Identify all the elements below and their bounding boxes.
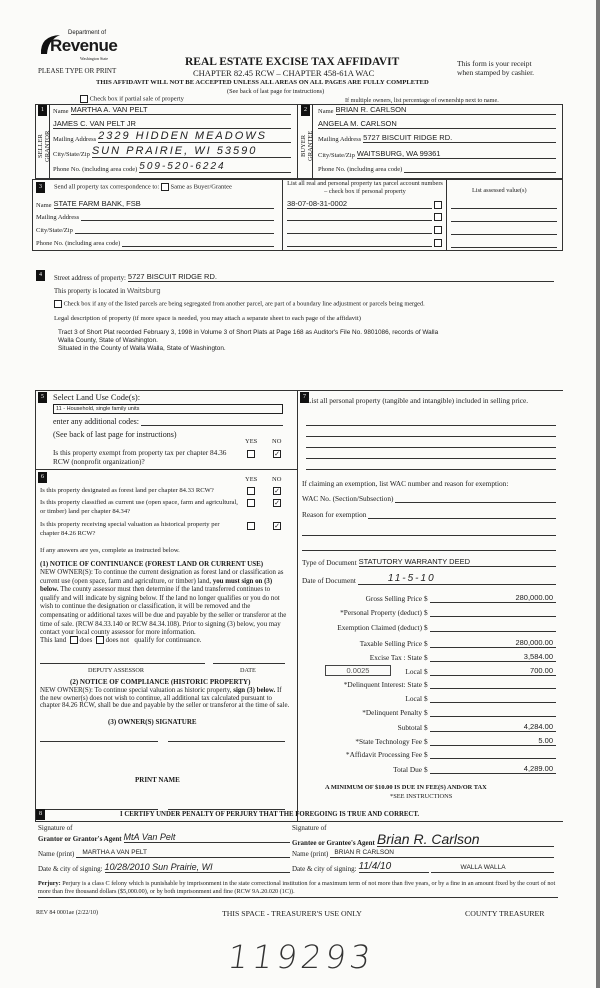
currency-sign: $ (424, 737, 428, 746)
current-use-yes-checkbox[interactable] (247, 499, 255, 507)
receipt-note: This form is your receipt (457, 59, 532, 68)
amount-value[interactable]: 4,284.00 (430, 722, 556, 732)
treasurer-use: THIS SPACE - TREASURER'S USE ONLY (222, 909, 362, 918)
amount-value[interactable] (430, 708, 556, 717)
grantee-signature[interactable]: Grantee or Grantee's Agent Brian R. Carlson (292, 832, 554, 847)
seller-name[interactable]: Name MARTHA A. VAN PELT (53, 105, 291, 115)
personal-property-line-5[interactable] (306, 460, 556, 470)
grantee-date-city[interactable]: Date & city of signing: 11/4/10 WALLA WALLA (292, 862, 554, 873)
assessed-value-2[interactable] (451, 212, 557, 222)
certify-text: I CERTIFY UNDER PENALTY OF PERJURY THAT THE FOREGOING IS TRUE AND CORRECT. (120, 811, 420, 818)
notice-continuance-text: NEW OWNER(S): To continue the current designation as forest land or classification as current use (open space, farm and agriculture, or timber) land, you must sign on (3) below. The county assessor must then determine if the land transferred continues to qualify and will indicate by signing below. If the land no longer qualifies or you do not wish to continue the designation or classification, it will be removed and the compensating or additional taxes will be due and payable by the seller or transferor at the time of sale. (RCW 84.33.140 or RCW 84.34.108). Prior to signing (3) below, you may contact your local county assessor for more information. (40, 569, 287, 637)
amount-row[interactable] (300, 680, 556, 689)
amount-row[interactable] (300, 623, 556, 632)
exempt-question: Is this property exempt from property tax per chapter 84.36 RCW (nonprofit organization)? (53, 448, 227, 466)
document-type[interactable]: Type of Document STATUTORY WARRANTY DEED (302, 557, 556, 567)
scan-edge (596, 0, 600, 988)
form-title: REAL ESTATE EXCISE TAX AFFIDAVIT (185, 56, 400, 68)
currency-sign: $ (424, 750, 428, 759)
dor-logo: Department of Revenue Washington State (38, 30, 118, 64)
does-not-checkbox[interactable] (96, 636, 104, 644)
notice-continuance-title: (1) NOTICE OF CONTINUANCE (FOREST LAND OR CURRENT USE) (40, 560, 264, 568)
receipt-note-2: when stamped by cashier. (457, 68, 535, 77)
buyer-city[interactable]: City/State/Zip WAITSBURG, WA 99361 (318, 149, 556, 159)
tax-corr-city[interactable]: City/State/Zip (36, 225, 274, 234)
grantor-print-name[interactable]: Name (print) MARTHA A VAN PELT (38, 848, 290, 858)
amount-value[interactable] (430, 680, 556, 689)
amount-row[interactable] (300, 608, 556, 617)
amount-value[interactable] (430, 608, 556, 617)
handwritten-number: 119293 (225, 938, 377, 976)
buyer-name-2[interactable]: ANGELA M. CARLSON (318, 119, 556, 129)
exemption-reason[interactable]: Reason for exemption (302, 510, 556, 519)
amount-row[interactable] (300, 708, 556, 717)
parcel-number-3[interactable] (287, 225, 442, 234)
personal-property-line-3[interactable] (306, 438, 556, 448)
form-revision: REV 84 0001ae (2/22/10) (36, 910, 99, 916)
land-use-label: Select Land Use Code(s): (53, 392, 141, 402)
amount-label: *Affidavit Processing Fee (345, 750, 422, 759)
does-checkbox[interactable] (70, 636, 78, 644)
seller-mailing[interactable]: Mailing Address 2329 HIDDEN MEADOWS (53, 131, 291, 143)
print-name-line-2[interactable] (168, 800, 285, 810)
notice-compliance-text: NEW OWNER(S): To continue special valuation as historic property, sign (3) below. If the new owner(s) does not wish to continue, all additional tax calculated pursuant to chapter 84.26 RCW, shall be due and payable by the seller or transferor at the time of sale. (40, 687, 290, 710)
amount-value[interactable]: 4,289.00 (430, 764, 556, 774)
minimum-note: A MINIMUM OF $10.00 IS DUE IN FEE(S) AND/OR TAX (325, 784, 487, 791)
amount-value[interactable] (430, 694, 556, 703)
amount-value[interactable] (430, 750, 556, 759)
buyer-label: BUYER GRANTEE (300, 130, 314, 162)
assessed-value-1[interactable] (451, 199, 557, 209)
seller-label: SELLER GRANTOR (37, 130, 51, 162)
same-as-buyer-checkbox[interactable]: Send all property tax correspondence to: Same as Buyer/Grantee (54, 183, 232, 191)
exempt-yes-checkbox[interactable] (247, 450, 255, 458)
assessed-value-4[interactable] (451, 238, 557, 248)
amount-value[interactable]: 5.00 (430, 736, 556, 746)
amount-label: *Delinquent Penalty (362, 708, 422, 717)
land-use-code-select[interactable]: 11 - Household, single family units (53, 404, 283, 414)
notice-compliance-title: (2) NOTICE OF COMPLIANCE (HISTORIC PROPERTY) (70, 678, 251, 686)
current-use-no-checkbox[interactable]: ✓ (274, 499, 280, 507)
amount-label: *Personal Property (deduct) (340, 608, 422, 617)
currency-sign: $ (424, 608, 428, 617)
amount-row[interactable] (300, 666, 556, 676)
currency-sign: $ (424, 653, 428, 662)
amount-row[interactable] (300, 652, 556, 662)
property-location: This property is located in Waitsburg (54, 286, 161, 295)
additional-codes[interactable]: enter any additional codes: (53, 417, 283, 426)
grantee-print-name[interactable]: Name (print) BRIAN R CARLSON (292, 848, 554, 858)
historic-no-checkbox[interactable]: ✓ (274, 522, 280, 530)
tax-corr-phone[interactable]: Phone No. (including area code) (36, 238, 274, 247)
segregated-checkbox[interactable]: Check box if any of the listed parcels are being segregated from another parcel, are part of a boundary line adjustment or parcels being merged. (54, 300, 425, 308)
currency-sign: $ (424, 667, 428, 676)
document-date[interactable]: Date of Document 11-5-10 (302, 574, 556, 585)
amount-label: *State Technology Fee (355, 737, 422, 746)
current-use-question: Is this property classified as current use (open space, farm and agricultural, or timber) land per chapter 84.34? (40, 499, 238, 515)
amount-row[interactable] (300, 694, 556, 703)
parcel-number-2[interactable] (287, 212, 442, 221)
warning-text: THIS AFFIDAVIT WILL NOT BE ACCEPTED UNLESS ALL AREAS ON ALL PAGES ARE FULLY COMPLETED (96, 79, 429, 86)
county-treasurer: COUNTY TREASURER (465, 909, 545, 918)
amount-row[interactable] (300, 593, 556, 603)
amount-label: Subtotal (397, 723, 422, 732)
parcel-number-1[interactable]: 38-07-08-31-0002 (287, 199, 442, 209)
amount-value[interactable] (430, 623, 556, 632)
amount-label: Excise Tax : State (369, 653, 422, 662)
grantor-signature[interactable]: Grantor or Grantor's Agent MtA Van Pelt (38, 832, 290, 843)
amount-label: Local (405, 667, 422, 676)
historic-question: Is this property receiving special valuation as historical property per chapter 84.26 RCW? (40, 521, 220, 537)
personal-property-line-1[interactable] (306, 416, 556, 426)
owner-signature-line[interactable] (40, 732, 158, 742)
see-back: (See back of last page for instructions) (227, 88, 325, 95)
amount-value[interactable]: 700.00 (430, 666, 556, 676)
tax-corr-name[interactable]: Name STATE FARM BANK, FSB (36, 199, 274, 209)
currency-sign: $ (424, 594, 428, 603)
personal-property-line-4[interactable] (306, 449, 556, 459)
perjury-notice: Perjury: Perjury is a class C felony which is punishable by imprisonment in the state correctional institution for a maximum term of not more than five years, or by a fine in an amount fixed by the court of not more than five thousand dollars ($5,000.00), or by both imprisonment and fine (RCW 9A.20.020 (1C)). (38, 880, 558, 898)
buyer-mailing[interactable]: Mailing Address 5727 BISCUIT RIDGE RD. (318, 133, 556, 143)
historic-yes-checkbox[interactable] (247, 522, 255, 530)
buyer-phone[interactable]: Phone No. (including area code) (318, 164, 556, 173)
personal-property-line-2[interactable] (306, 427, 556, 437)
wac-number[interactable]: WAC No. (Section/Subsection) (302, 494, 556, 503)
currency-sign: $ (424, 723, 428, 732)
amount-label: Exemption Claimed (deduct) (337, 623, 422, 632)
see-instructions: *SEE INSTRUCTIONS (390, 793, 453, 800)
buyer-name[interactable]: Name BRIAN R. CARLSON (318, 105, 556, 115)
parcel-number-4[interactable] (287, 238, 442, 247)
amount-label: *Delinquent Interest: State (343, 680, 422, 689)
street-address[interactable]: Street address of property: 5727 BISCUIT RIDGE RD. (54, 272, 554, 282)
amount-row[interactable] (300, 764, 556, 774)
amount-value[interactable]: 280,000.00 (430, 593, 556, 603)
seller-city[interactable]: City/State/Zip SUN PRAIRIE, WI 53590 (53, 146, 291, 158)
forest-question: Is this property designated as forest land per chapter 84.33 RCW? (40, 487, 214, 494)
currency-sign: $ (424, 694, 428, 703)
owner-signature-title: (3) OWNER(S) SIGNATURE (108, 718, 197, 726)
amount-value[interactable]: 3,584.00 (430, 652, 556, 662)
currency-sign: $ (424, 639, 428, 648)
legal-desc-label: Legal description of property (if more space is needed, you may attach a separate sheet to each page of the affidavit) (54, 315, 361, 322)
amount-row[interactable] (300, 722, 556, 732)
amount-label: Gross Selling Price (365, 594, 422, 603)
currency-sign: $ (424, 765, 428, 774)
forest-yes-checkbox[interactable] (247, 487, 255, 495)
personal-property-label: List all personal property (tangible and intangible) included in selling price. (307, 396, 529, 405)
assessed-value-3[interactable] (451, 225, 557, 235)
grantor-date-city[interactable]: Date & city of signing: 10/28/2010 Sun Prairie, WI (38, 862, 290, 873)
owner-signature-line-2[interactable] (168, 732, 285, 742)
partial-sale-checkbox[interactable]: Check box if partial sale of property (80, 95, 184, 103)
seller-phone[interactable]: Phone No. (including area code) 509-520-6224 (53, 161, 291, 173)
currency-sign: $ (424, 623, 428, 632)
amount-value[interactable]: 280,000.00 (430, 638, 556, 648)
multiple-owners-note: If multiple owners, list percentage of ownership next to name. (345, 97, 499, 104)
amount-label: Total Due (393, 765, 422, 774)
tax-corr-mailing[interactable]: Mailing Address (36, 212, 274, 221)
local-rate-field[interactable]: 0.0025 (325, 665, 391, 676)
currency-sign: $ (424, 680, 428, 689)
date-line[interactable] (213, 654, 285, 664)
deputy-assessor-line[interactable] (40, 654, 205, 664)
amount-row[interactable] (300, 736, 556, 746)
amount-row[interactable] (300, 750, 556, 759)
forest-no-checkbox[interactable]: ✓ (274, 487, 280, 495)
print-name-line[interactable] (40, 800, 158, 810)
assessed-header: List assessed value(s) (472, 187, 527, 194)
currency-sign: $ (424, 708, 428, 717)
amount-row[interactable] (300, 638, 556, 648)
legal-description: Tract 3 of Short Plat recorded February 3, 1998 in Volume 3 of Short Plats at Page 168 as Auditor's File No. 9801086, records of Walla Walla County, State of Washington. Situated in the County of Walla Walla, State of Washington. (58, 329, 439, 352)
seller-name-2[interactable]: JAMES C. VAN PELT JR (53, 119, 291, 129)
exemption-reason-line-2[interactable] (302, 526, 556, 536)
exemption-reason-line-3[interactable] (302, 541, 556, 551)
continuance-qualify: This land does does not qualify for continuance. (40, 636, 202, 644)
please-type: PLEASE TYPE OR PRINT (38, 67, 117, 75)
form-chapter: CHAPTER 82.45 RCW – CHAPTER 458-61A WAC (193, 68, 375, 78)
parcel-header: List all real and personal property tax parcel account numbers – check box if personal property (287, 180, 443, 195)
exempt-no-checkbox[interactable]: ✓ (274, 450, 280, 458)
amount-label: Local (405, 694, 422, 703)
amount-label: Taxable Selling Price (359, 639, 422, 648)
